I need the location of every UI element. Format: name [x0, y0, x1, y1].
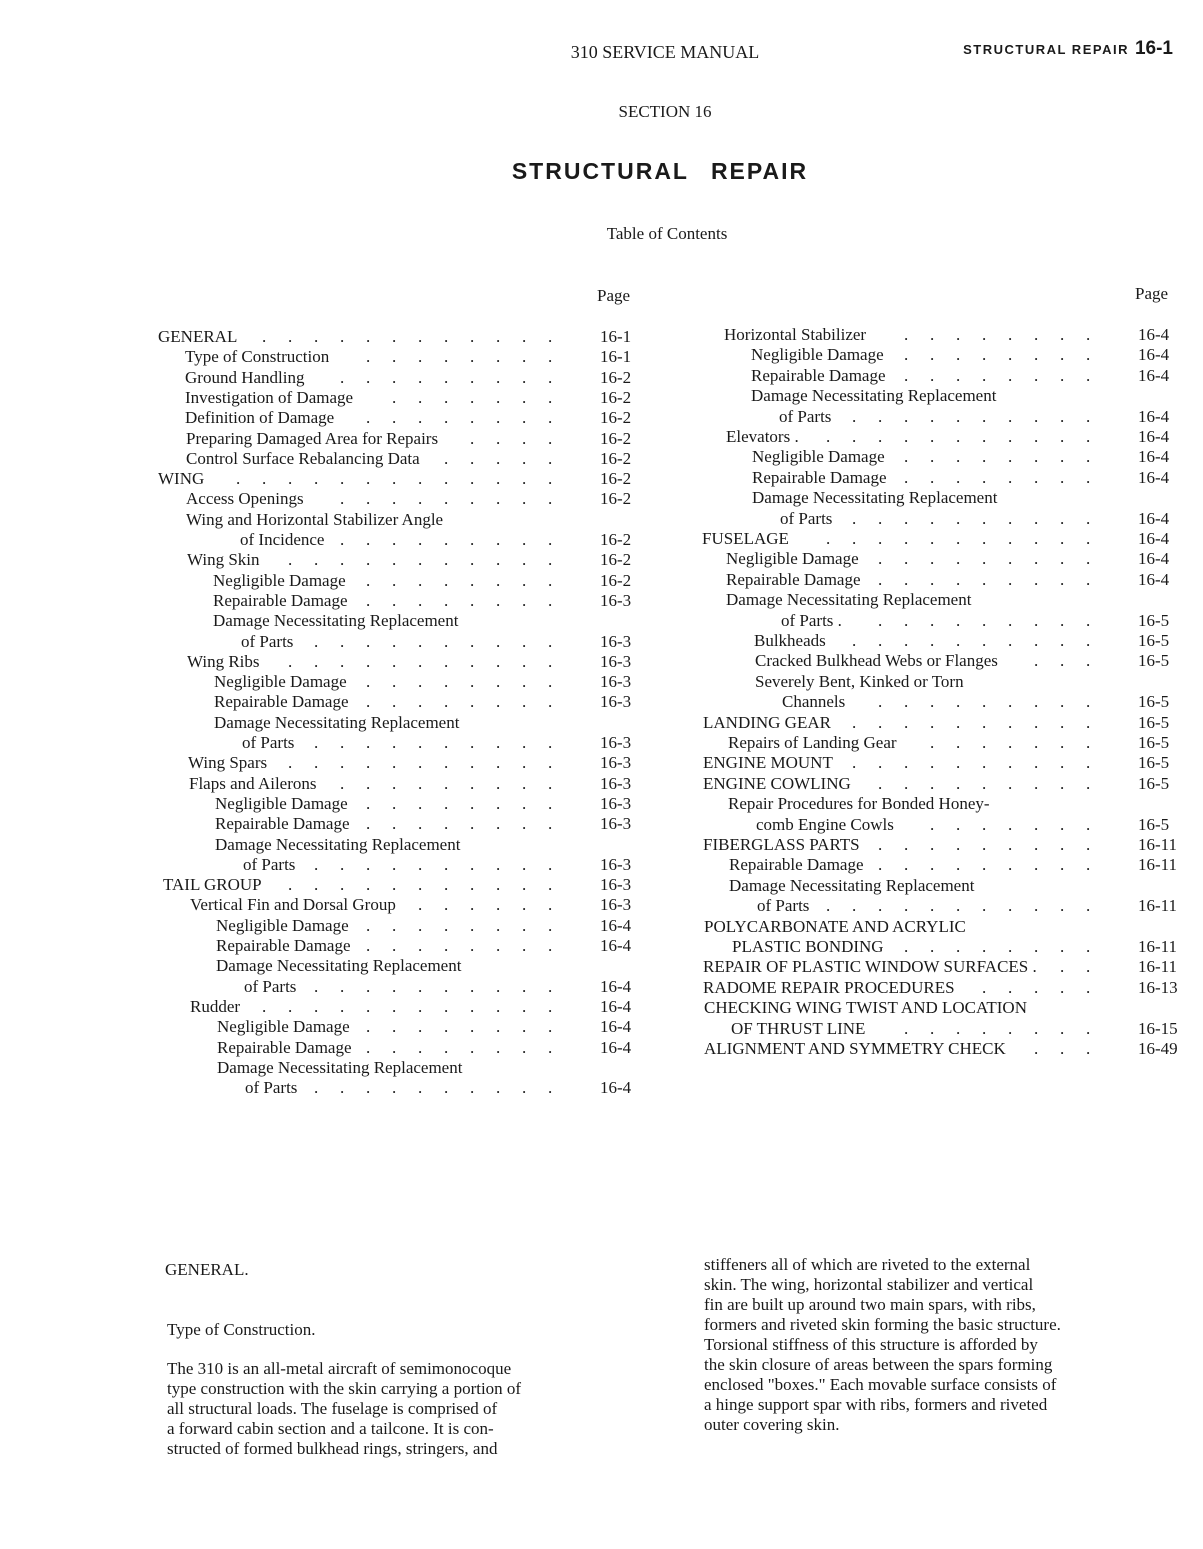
toc-entry — [186, 510, 660, 530]
toc-entry-label: Wing Spars — [188, 753, 268, 773]
toc-entry: Horizontal Stabilizer . . . . . . . . 16-4 — [724, 325, 1170, 344]
toc-entry: Investigation of Damage . . . . . . . 16-2 — [185, 387, 632, 407]
toc-entry-page: 16-4 — [600, 936, 632, 955]
section-label: SECTION 16 — [618, 102, 712, 121]
toc-entry-label: Bulkheads — [754, 631, 826, 650]
paragraph-line: a hinge support spar with ribs, formers and riveted — [704, 1395, 1048, 1414]
toc-entry — [216, 956, 660, 976]
toc-entry: Repairs of Landing Gear . . . . . . . 16-5 — [728, 733, 1170, 752]
toc-entry-label: Repairable Damage — [752, 467, 887, 487]
toc-entry: ENGINE COWLING . . . . . . . . . 16-5 — [703, 773, 1170, 793]
toc-entry: Wing Ribs . . . . . . . . . . . 16-3 — [187, 651, 632, 671]
toc-entry-label: of Incidence — [240, 530, 325, 549]
toc-entry: Access Openings . . . . . . . . . 16-2 — [186, 489, 632, 509]
toc-entry-label: Damage Necessitating Replacement — [215, 834, 461, 854]
toc-entry-page: 16-4 — [1138, 325, 1170, 344]
toc-entry-label: Channels — [782, 692, 846, 712]
toc-entry: PLASTIC BONDING . . . . . . . . 16-11 — [732, 937, 1178, 956]
toc-entry-page: 16-3 — [600, 854, 632, 874]
toc-entry-label: CHECKING WING TWIST AND LOCATION — [704, 998, 1027, 1018]
paragraph-line: skin. The wing, horizontal stabilizer and vertical — [704, 1275, 1034, 1294]
toc-entry-label: Damage Necessitating Replacement — [216, 956, 462, 976]
paragraph-line: fin are built up around two main spars, with ribs, — [704, 1295, 1036, 1314]
body-heading: GENERAL. — [165, 1260, 249, 1279]
toc-entry: Vertical Fin and Dorsal Group . . . . . . 16-3 — [190, 895, 632, 915]
body-paragraph-right — [704, 1255, 1189, 1435]
toc-entry-label: Wing and Horizontal Stabilizer Angle — [186, 509, 444, 529]
toc-entry-page: 16-3 — [600, 875, 632, 895]
toc-entry-page: 16-3 — [600, 773, 632, 793]
toc-entry: Repairable Damage . . . . . . . . . 16-4 — [726, 569, 1170, 589]
toc-entry-label: Control Surface Rebalancing Data — [186, 448, 420, 468]
toc-entry-label: ENGINE MOUNT — [703, 753, 833, 773]
toc-entry: Negligible Damage . . . . . . . . 16-4 — [752, 447, 1170, 467]
toc-entry-page: 16-2 — [600, 448, 632, 468]
toc-entry-label: FUSELAGE — [702, 529, 789, 548]
paragraph-line: outer covering skin. — [704, 1415, 840, 1434]
toc-entry-page: 16-2 — [600, 408, 632, 428]
toc-entry: of Parts . . . . . . . . . . 16-4 — [780, 508, 1170, 528]
toc-entry-label: Repairable Damage — [729, 855, 864, 875]
toc-entry-label: Type of Construction — [185, 347, 330, 367]
page-number: 16-1 — [1134, 38, 1173, 59]
toc-entry-label: RADOME REPAIR PROCEDURES — [703, 977, 955, 997]
toc-entry — [752, 488, 1198, 508]
toc-entry-label: comb Engine Cowls — [756, 814, 894, 834]
toc-entry: comb Engine Cowls . . . . . . . 16-5 — [756, 814, 1170, 834]
toc-entry-label: Damage Necessitating Replacement — [213, 611, 459, 631]
toc-entry-label: Damage Necessitating Replacement — [726, 590, 972, 610]
toc-entry-label: Repairable Damage — [214, 692, 349, 712]
toc-entry-label: of Parts . — [781, 610, 842, 630]
toc-entry: Negligible Damage . . . . . . . . 16-3 — [215, 793, 632, 813]
toc-entry-page: 16-4 — [1138, 508, 1170, 528]
toc-heading: Table of Contents — [606, 224, 728, 243]
toc-entry: Wing Spars . . . . . . . . . . . 16-3 — [188, 753, 632, 773]
toc-entry-label: Flaps and Ailerons — [189, 773, 317, 793]
toc-entry-page: 16-3 — [600, 692, 632, 712]
toc-entry: of Parts . . . . . . . . . . 16-3 — [243, 854, 632, 874]
toc-entry-page: 16-3 — [600, 895, 632, 915]
paragraph-line: stiffeners all of which are riveted to the external — [704, 1255, 1031, 1274]
toc-entry-page: 16-5 — [1138, 773, 1170, 793]
toc-entry-label: Rudder — [190, 996, 241, 1016]
toc-entry: Repairable Damage . . . . . . . . 16-3 — [213, 590, 632, 610]
toc-entry: Type of Construction . . . . . . . . 16-1 — [185, 347, 632, 367]
body-paragraph-left — [167, 1359, 647, 1459]
toc-entry-label: Negligible Damage — [216, 915, 349, 935]
toc-entry: Negligible Damage . . . . . . . . 16-4 — [216, 915, 632, 935]
toc-entry-page: 16-3 — [600, 814, 632, 834]
toc-entry-page: 16-15 — [1138, 1018, 1178, 1038]
toc-entry-label: Ground Handling — [185, 367, 305, 387]
toc-entry: of Incidence . . . . . . . . . 16-2 — [240, 530, 632, 549]
paragraph-line: structed of formed bulkhead rings, stringers, and — [167, 1439, 498, 1458]
toc-entry-page: 16-4 — [600, 1037, 632, 1057]
toc-entry-label: Negligible Damage — [726, 549, 859, 569]
toc-entry — [728, 794, 1198, 814]
toc-entry-page: 16-11 — [1138, 957, 1178, 977]
toc-entry: of Parts . . . . . . . . . . 16-4 — [779, 406, 1170, 426]
toc-entry: of Parts . . . . . . . . . . 16-5 — [781, 610, 1170, 630]
toc-entry-label: of Parts — [241, 631, 294, 651]
toc-entry-label: Repairable Damage — [213, 590, 348, 610]
section-ref: STRUCTURAL REPAIR — [963, 42, 1129, 57]
toc-entry-page: 16-2 — [600, 530, 632, 549]
toc-entry-page: 16-4 — [600, 1078, 632, 1098]
toc-entry-page: 16-11 — [1138, 855, 1178, 875]
toc-entry: Negligible Damage . . . . . . . . 16-2 — [213, 570, 632, 590]
toc-entry: Repairable Damage . . . . . . . . 16-3 — [215, 814, 632, 834]
toc-entry-page: 16-5 — [1138, 631, 1170, 650]
toc-entry-page: 16-2 — [600, 469, 632, 489]
paragraph-line: type construction with the skin carrying a portion of — [167, 1379, 522, 1398]
toc-entry: Wing Skin . . . . . . . . . . . 16-2 — [187, 550, 632, 570]
toc-entry-page: 16-11 — [1138, 835, 1178, 854]
toc-entry-page: 16-5 — [1138, 610, 1170, 630]
toc-entry: Negligible Damage . . . . . . . . 16-4 — [751, 345, 1170, 365]
toc-entry-label: Negligible Damage — [752, 447, 885, 467]
toc-right-page-heading: Page — [1135, 284, 1169, 303]
toc-entry: RADOME REPAIR PROCEDURES . . . . . 16-13 — [703, 977, 1178, 997]
toc-entry-page: 16-2 — [600, 550, 632, 570]
paragraph-line: a forward cabin section and a tailcone. It is con- — [167, 1419, 494, 1438]
toc-entry: Ground Handling . . . . . . . . . 16-2 — [185, 367, 632, 387]
toc-entry-page: 16-1 — [600, 327, 632, 346]
toc-entry-label: Damage Necessitating Replacement — [217, 1057, 463, 1077]
toc-entry-page: 16-4 — [1138, 467, 1170, 487]
toc-entry-page: 16-1 — [600, 347, 632, 367]
toc-entry-label: Repairable Damage — [217, 1037, 352, 1057]
toc-entry-page: 16-2 — [600, 489, 632, 509]
toc-entry: Repairable Damage . . . . . . . . 16-4 — [216, 936, 632, 955]
toc-entry-page: 16-3 — [600, 651, 632, 671]
toc-entry-page: 16-13 — [1138, 977, 1178, 997]
toc-entry-label: Repairs of Landing Gear — [728, 733, 897, 752]
toc-entry-label: Damage Necessitating Replacement — [752, 488, 998, 508]
toc-entry: Preparing Damaged Area for Repairs . . . . 16-2 — [186, 428, 632, 448]
toc-entry: Flaps and Ailerons . . . . . . . . . 16-3 — [189, 773, 632, 793]
toc-entry: Definition of Damage . . . . . . . . 16-2 — [185, 408, 632, 428]
toc-entry-label: GENERAL — [158, 327, 238, 346]
toc-entry: of Parts . . . . . . . . . . . 16-11 — [757, 896, 1178, 916]
paragraph-line: Torsional stiffness of this structure is afforded by — [704, 1335, 1038, 1354]
toc-entry-label: POLYCARBONATE AND ACRYLIC — [704, 916, 966, 936]
toc-entry: of Parts . . . . . . . . . . 16-4 — [244, 976, 632, 996]
toc-entry-label: of Parts — [244, 976, 297, 996]
toc-right-column — [660, 0, 1203, 1100]
toc-entry — [755, 672, 1198, 692]
toc-entry-label: Repairable Damage — [215, 814, 350, 834]
toc-entry-page: 16-2 — [600, 428, 632, 448]
toc-entry-label: OF THRUST LINE — [731, 1018, 866, 1038]
toc-entry: ALIGNMENT AND SYMMETRY CHECK . . . 16-49 — [704, 1039, 1178, 1058]
toc-entry-label: Wing Skin — [187, 550, 260, 570]
toc-entry-page: 16-3 — [600, 793, 632, 813]
toc-entry-label: Preparing Damaged Area for Repairs — [186, 428, 439, 448]
toc-entry-page: 16-5 — [1138, 733, 1170, 752]
toc-entry: Cracked Bulkhead Webs or Flanges . . . 16-5 — [755, 651, 1170, 671]
toc-entry-label: ENGINE COWLING — [703, 773, 851, 793]
toc-entry: GENERAL . . . . . . . . . . . . 16-1 — [158, 327, 632, 346]
toc-entry: ENGINE MOUNT . . . . . . . . . . 16-5 — [703, 753, 1170, 773]
toc-entry — [215, 835, 660, 855]
toc-left-page-heading: Page — [597, 286, 631, 305]
toc-entry: REPAIR OF PLASTIC WINDOW SURFACES . . . 16-11 — [703, 957, 1178, 977]
toc-entry-label: Severely Bent, Kinked or Torn — [755, 671, 964, 691]
toc-entry-label: REPAIR OF PLASTIC WINDOW SURFACES . — [703, 957, 1037, 977]
toc-entry-page: 16-4 — [1138, 549, 1170, 569]
toc-entry: Repairable Damage . . . . . . . . 16-4 — [217, 1037, 632, 1057]
toc-entry-page: 16-2 — [600, 387, 632, 407]
toc-entry-label: Negligible Damage — [215, 793, 348, 813]
paragraph-line: The 310 is an all-metal aircraft of semimonocoque — [167, 1359, 512, 1378]
paragraph-line: all structural loads. The fuselage is comprised of — [167, 1399, 498, 1418]
section-title: STRUCTURAL REPAIR — [511, 158, 809, 184]
toc-entry-page: 16-3 — [600, 590, 632, 610]
toc-entry — [217, 1058, 660, 1078]
toc-entry-page: 16-4 — [1138, 569, 1170, 589]
toc-entry-label: Negligible Damage — [217, 1017, 350, 1037]
toc-entry-label: of Parts — [757, 896, 810, 916]
toc-entry: Negligible Damage . . . . . . . . . 16-4 — [726, 549, 1170, 569]
toc-entry: TAIL GROUP . . . . . . . . . . . 16-3 — [163, 875, 632, 895]
toc-entry: of Parts . . . . . . . . . . 16-3 — [241, 631, 632, 651]
toc-entry — [214, 713, 660, 733]
toc-entry: of Parts . . . . . . . . . . 16-3 — [242, 733, 632, 752]
toc-entry-label: Wing Ribs — [187, 651, 260, 671]
toc-entry: of Parts . . . . . . . . . . 16-4 — [245, 1078, 632, 1098]
toc-entry — [729, 876, 1198, 896]
toc-entry: Bulkheads . . . . . . . . . . 16-5 — [754, 631, 1170, 650]
toc-entry-label: Negligible Damage — [213, 570, 346, 590]
toc-entry: Repairable Damage . . . . . . . . 16-4 — [751, 365, 1170, 385]
toc-entry: LANDING GEAR . . . . . . . . . . 16-5 — [703, 712, 1170, 732]
toc-entry — [213, 611, 660, 631]
toc-entry-label: Repairable Damage — [216, 936, 351, 955]
toc-entry-label: Damage Necessitating Replacement — [729, 875, 975, 895]
toc-left-column — [0, 0, 660, 1100]
toc-entry-label: Cracked Bulkhead Webs or Flanges — [755, 651, 998, 671]
toc-entry-page: 16-5 — [1138, 692, 1170, 712]
toc-entry: Control Surface Rebalancing Data . . . . . 16-2 — [186, 448, 632, 468]
toc-entry-page: 16-4 — [1138, 406, 1170, 426]
toc-entry-label: TAIL GROUP — [163, 875, 262, 895]
toc-entry-page: 16-3 — [600, 753, 632, 773]
toc-entry — [751, 386, 1198, 406]
toc-entry-page: 16-4 — [1138, 427, 1170, 446]
manual-title: 310 SERVICE MANUAL — [570, 42, 760, 62]
toc-entry: Repairable Damage . . . . . . . . 16-3 — [214, 692, 632, 712]
toc-entry-label: of Parts — [245, 1078, 298, 1098]
paragraph-line: formers and riveted skin forming the basic structure. — [704, 1315, 1061, 1334]
toc-entry: Rudder . . . . . . . . . . . . 16-4 — [190, 996, 632, 1016]
toc-entry-label: Negligible Damage — [751, 345, 884, 365]
toc-entry: Repairable Damage . . . . . . . . . 16-11 — [729, 855, 1178, 875]
toc-entry-label: LANDING GEAR — [703, 712, 831, 732]
toc-entry-page: 16-11 — [1138, 937, 1178, 956]
body-subheading: Type of Construction. — [167, 1320, 316, 1339]
toc-entry — [726, 590, 1198, 610]
toc-entry-label: of Parts — [779, 406, 832, 426]
toc-entry-label: Elevators . — [726, 427, 799, 446]
toc-entry — [704, 917, 1198, 937]
toc-entry-page: 16-3 — [600, 631, 632, 651]
toc-entry-page: 16-5 — [1138, 712, 1170, 732]
toc-entry-page: 16-3 — [600, 733, 632, 752]
toc-entry-page: 16-5 — [1138, 753, 1170, 773]
toc-entry-label: Vertical Fin and Dorsal Group — [190, 895, 396, 915]
toc-entry-label: FIBERGLASS PARTS — [703, 835, 860, 854]
toc-entry — [704, 998, 1198, 1018]
toc-entry: Elevators . . . . . . . . . . . . 16-4 — [726, 427, 1170, 446]
toc-entry-label: PLASTIC BONDING — [732, 937, 884, 956]
toc-entry: WING . . . . . . . . . . . . . 16-2 — [158, 469, 632, 489]
toc-entry-label: Horizontal Stabilizer — [724, 325, 867, 344]
toc-entry-label: Repairable Damage — [726, 569, 861, 589]
toc-entry-label: Definition of Damage — [185, 408, 335, 428]
toc-entry-label: of Parts — [780, 508, 833, 528]
toc-entry-page: 16-4 — [1138, 365, 1170, 385]
toc-entry: Channels . . . . . . . . . 16-5 — [782, 692, 1170, 712]
toc-entry: FIBERGLASS PARTS . . . . . . . . . 16-11 — [703, 835, 1178, 854]
toc-entry-page: 16-4 — [600, 976, 632, 996]
toc-entry-page: 16-5 — [1138, 814, 1170, 834]
toc-entry-page: 16-5 — [1138, 651, 1170, 671]
toc-entry-page: 16-4 — [1138, 447, 1170, 467]
toc-entry: OF THRUST LINE . . . . . . . . 16-15 — [731, 1018, 1178, 1038]
toc-entry-page: 16-11 — [1138, 896, 1178, 916]
toc-entry-page: 16-49 — [1138, 1039, 1178, 1058]
toc-entry-label: Repairable Damage — [751, 365, 886, 385]
paragraph-line: enclosed "boxes." Each movable surface consists of — [704, 1375, 1057, 1394]
toc-entry-label: Negligible Damage — [214, 672, 347, 692]
toc-entry-page: 16-3 — [600, 672, 632, 692]
toc-entry-page: 16-4 — [600, 915, 632, 935]
toc-entry-label: Investigation of Damage — [185, 387, 354, 407]
toc-entry-page: 16-4 — [1138, 345, 1170, 365]
toc-entry-page: 16-4 — [600, 1017, 632, 1037]
toc-entry-page: 16-2 — [600, 367, 632, 387]
toc-entry-label: Repair Procedures for Bonded Honey- — [728, 794, 990, 814]
toc-entry: FUSELAGE . . . . . . . . . . . 16-4 — [702, 529, 1170, 548]
toc-entry-page: 16-4 — [1138, 529, 1170, 548]
toc-entry-page: 16-4 — [600, 996, 632, 1016]
toc-entry-label: Damage Necessitating Replacement — [214, 712, 460, 732]
toc-entry-label: Access Openings — [186, 489, 304, 509]
toc-entry-label: WING — [158, 469, 205, 489]
toc-entry-label: ALIGNMENT AND SYMMETRY CHECK — [704, 1039, 1006, 1058]
toc-entry-label: of Parts — [243, 854, 296, 874]
toc-entry-label: Damage Necessitating Replacement — [751, 386, 997, 406]
toc-entry: Negligible Damage . . . . . . . . 16-3 — [214, 672, 632, 692]
toc-entry: Repairable Damage . . . . . . . . 16-4 — [752, 467, 1170, 487]
toc-entry-page: 16-2 — [600, 570, 632, 590]
toc-entry: Negligible Damage . . . . . . . . 16-4 — [217, 1017, 632, 1037]
toc-entry-label: of Parts — [242, 733, 295, 752]
paragraph-line: the skin closure of areas between the spars forming — [704, 1355, 1053, 1374]
